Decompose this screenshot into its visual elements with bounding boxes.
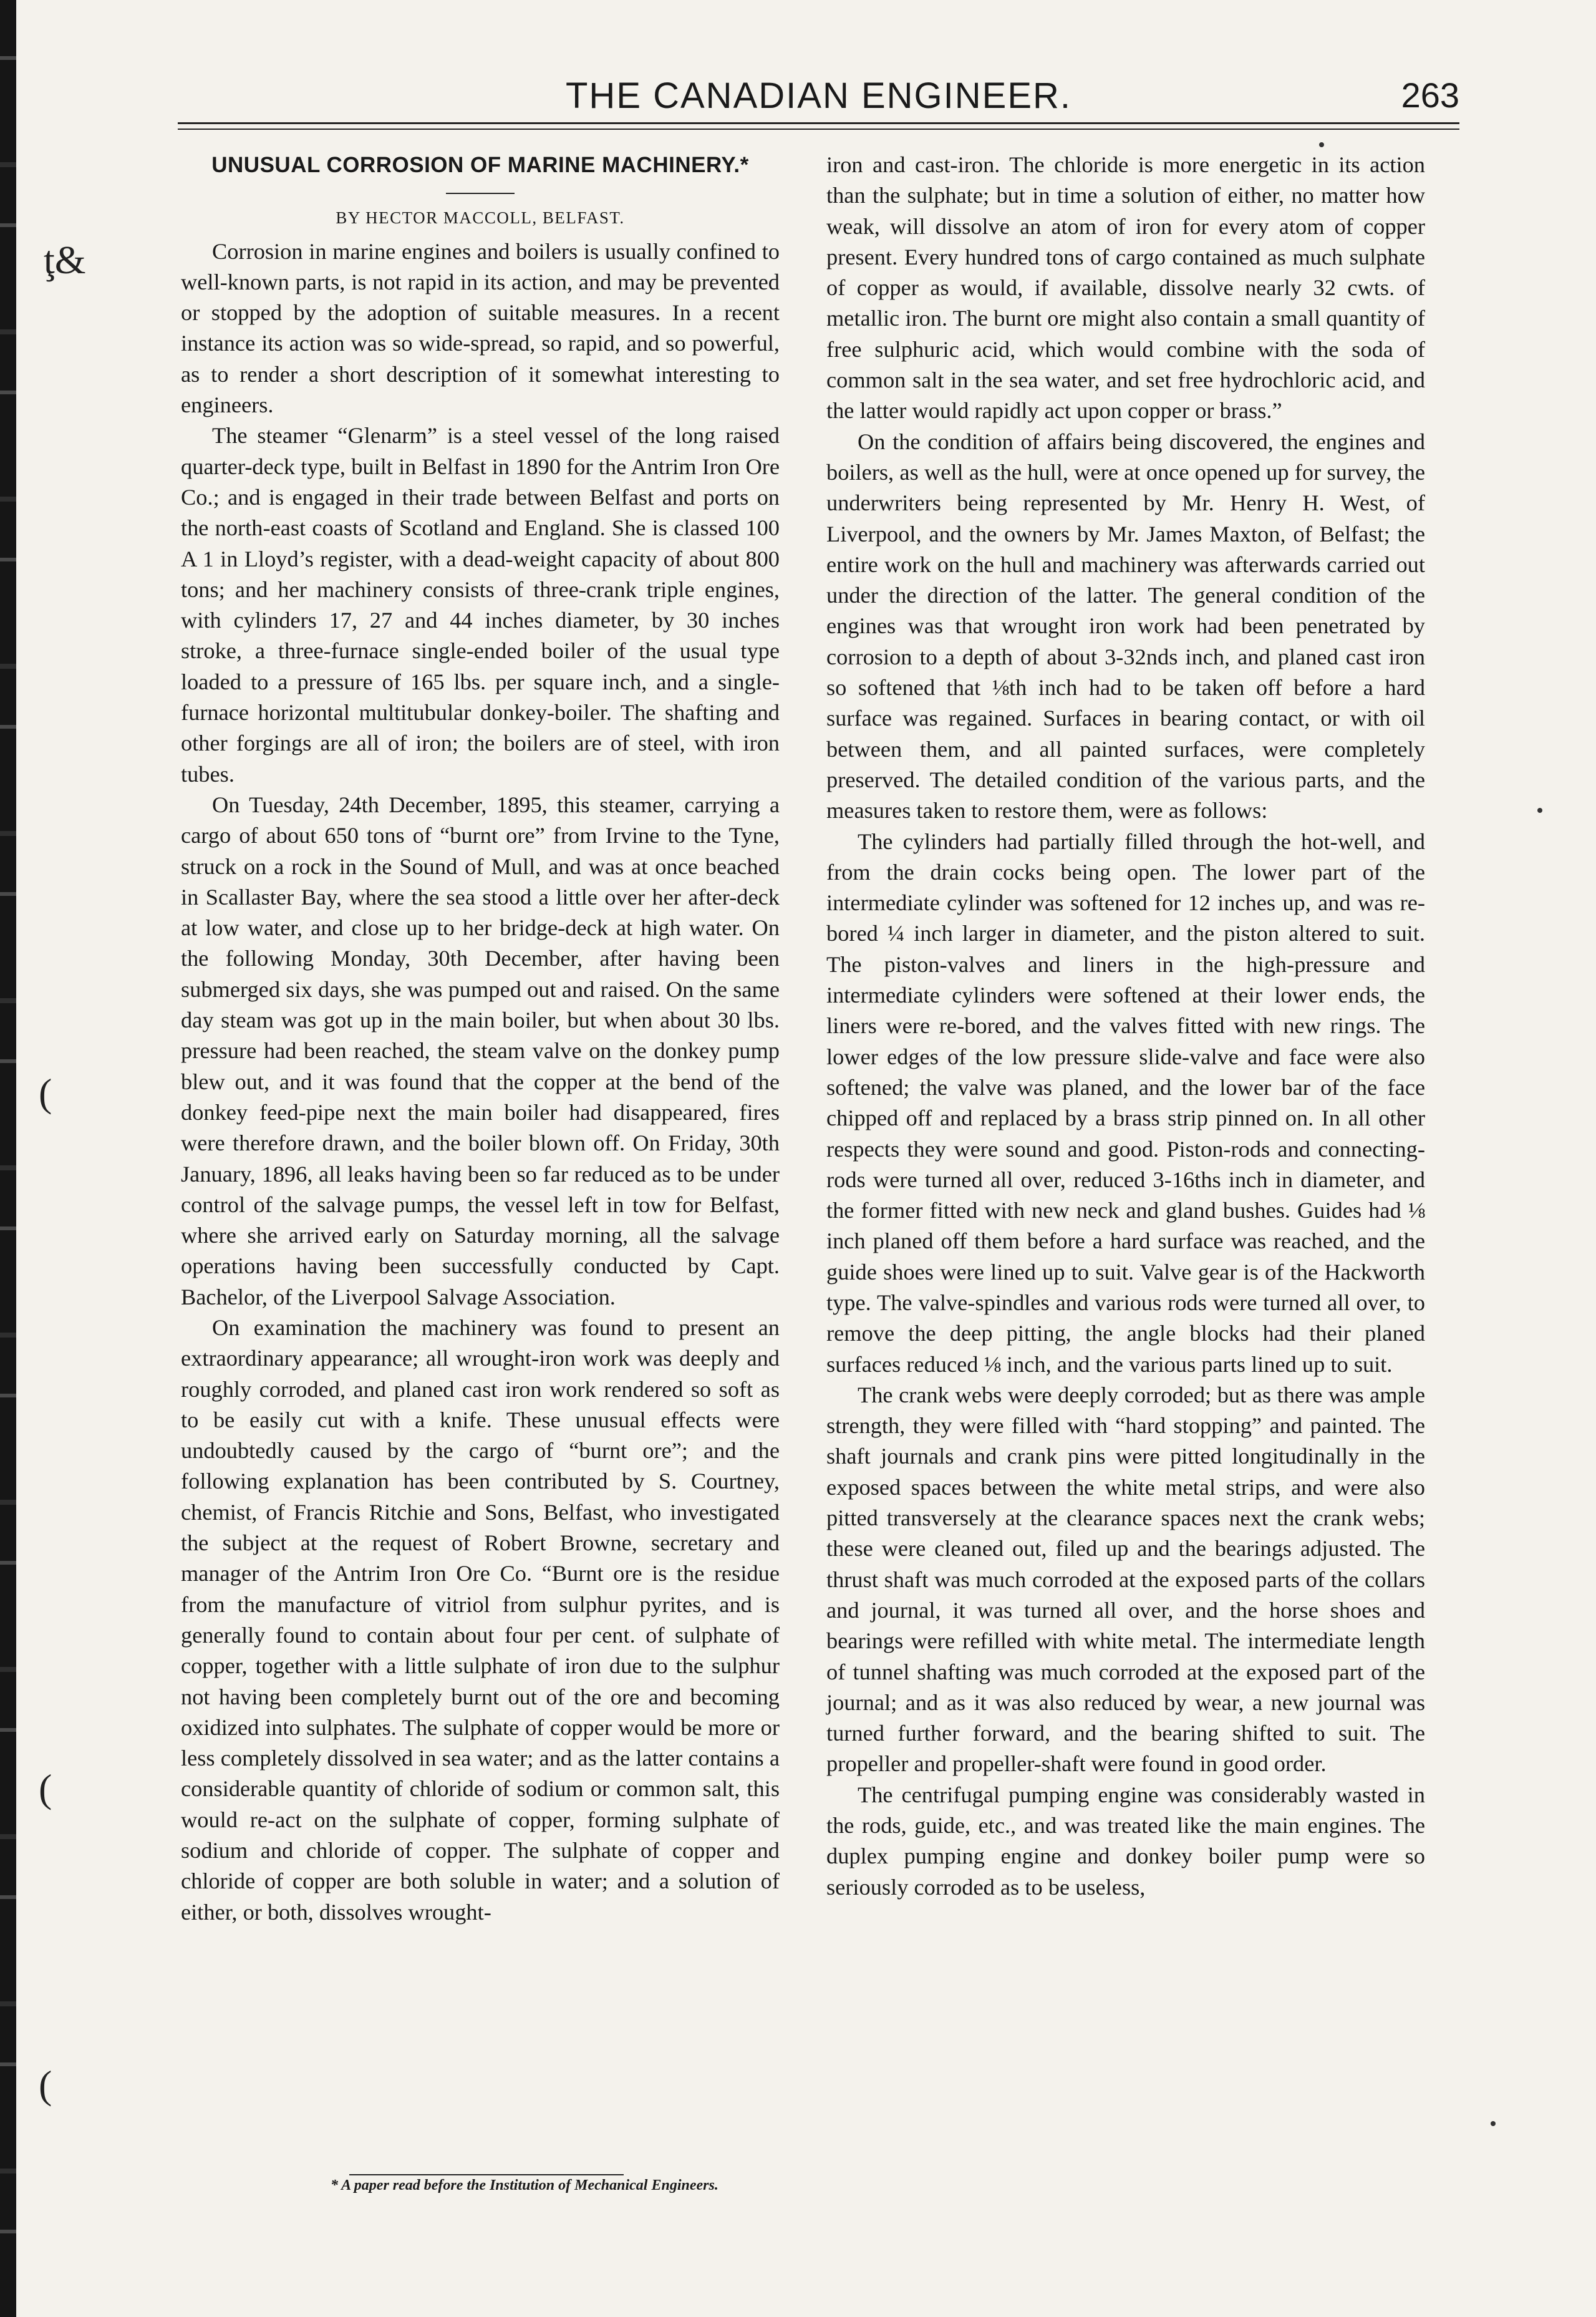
margin-scribble: ( (39, 1766, 52, 1810)
page-number: 263 (1401, 75, 1459, 115)
right-column (826, 150, 1425, 2271)
page-header (178, 75, 1459, 125)
paragraph: The crank webs were deeply corroded; but as there was ample strength, they were filled with “hard stopping” and painted. The shaft journals and crank pins were pitted longitudinally in the exposed spaces between the white metal strips, and were also pitted transversely at the clearance spaces next the crank webs; these were cleaned out, filed up and the bearings adjusted. The thrust shaft was much corroded at the exposed parts of the collars and journal, it was turned all over, and the horse shoes and bearings were refilled with white metal. The intermediate length of tunnel shafting was much corroded at the exposed part of the journal; and as it was also reduced by wear, a new journal was turned further forward, and the bearing shifted to suit. The propeller and propeller-shaft were found in good order. (826, 1382, 1425, 1777)
margin-scribble: ( (39, 1071, 52, 1115)
margin-scribble: ţ& (44, 238, 86, 282)
article-title: UNUSUAL CORROSION OF MARINE MACHINERY.* (211, 153, 749, 177)
byline: BY HECTOR MACCOLL, BELFAST. (336, 208, 625, 228)
binding-edge (0, 0, 16, 2317)
paragraph: The centrifugal pumping engine was considerably wasted in the rods, guide, etc., and was treated like the main engines. The duplex pumping engine and donkey boiler pump were so seriously corroded as to be useless, (826, 1782, 1425, 1900)
paragraph: iron and cast-iron. The chloride is more energetic in its action than the sulphate; but in time a solution of either, no matter how weak, will dissolve an atom of iron for every atom of copper present. Every hundred tons of cargo contained as much sulphate of copper as would, if available, dissolve nearly 32 cwts. of metallic iron. The burnt ore might also contain a small quantity of free sulphuric acid, which would combine with the soda of common salt in the sea water, and set free hydrochloric acid, and the latter would rapidly act upon copper or brass.” (826, 152, 1425, 424)
running-title: THE CANADIAN ENGINEER. (566, 75, 1071, 116)
paragraph: On the condition of affairs being discovered, the engines and boilers, as well as the hull, were at once opened up for survey, the underwriters being represented by Mr. Henry H. West, of Liverpool, and the owners by Mr. James Maxton, of Belfast; the entire work on the hull and machinery was afterwards carried out under the direction of the latter. The general condition of the engines was that wrought iron work had been penetrated by corrosion to a depth of about 3-32nds inch, and planed cast iron so softened that ⅛th inch had to be taken off before a hard surface was regained. Surfaces in bearing contact, or with oil between them, and all painted surfaces, were completely preserved. The detailed condition of the various parts, and the measures taken to restore them, were as follows: (826, 429, 1425, 823)
paragraph: On Tuesday, 24th December, 1895, this steamer, carrying a cargo of about 650 tons of “burnt ore” from Irvine to the Tyne, struck on a rock in the Sound of Mull, and was at once beached in Scallaster Bay, where the sea stood a little over her after-deck at low water, and close up to her bridge-deck at high water. On the following Monday, 30th December, after having been submerged six days, she was pumped out and raised. On the same day steam was got up in the main boiler, but when about 30 lbs. pressure had been reached, the steam valve on the donkey pump blew out, and it was found that the copper at the bend of the donkey feed-pipe next the main boiler had disappeared, fires were therefore drawn, and the boiler blown off. On Friday, 30th January, 1896, all leaks having been so far reduced as to be under control of the salvage pumps, the vessel left in tow for Belfast, where she arrived early on Saturday morning, all the salvage operations having been successfully conducted by Capt. Bachelor, of the Liverpool Salvage Association. (181, 792, 780, 1309)
stray-mark (1491, 2121, 1496, 2126)
title-rule (446, 193, 515, 194)
paragraph: The steamer “Glenarm” is a steel vessel of the long raised quarter-deck type, built in Belfast in 1890 for the Antrim Iron Ore Co.; and is engaged in their trade between Belfast and ports on the north-east coasts of Scotland and England. She is classed 100 A 1 in Lloyd’s register, with a dead-weight capacity of about 800 tons; and her machinery consists of three-crank triple engines, with cylinders 17, 27 and 44 inches diameter, by 30 inches stroke, a three-furnace single-ended boiler of the usual type loaded to a pressure of 165 lbs. per square inch, and a single-furnace horizontal multitubular donkey-boiler. The shafting and other forgings are all of iron; the boilers are of steel, with iron tubes. (181, 423, 780, 787)
footnote-rule (349, 2174, 624, 2175)
footnote: * A paper read before the Institution of Mechanical Engineers. (331, 2177, 718, 2193)
left-column (181, 150, 780, 2171)
paragraph: On examination the machinery was found to present an extraordinary appearance; all wrought-iron work was deeply and roughly corroded, and planed cast iron work rendered so soft as to be easily cut with a knife. These unusual effects were undoubtedly caused by the cargo of “burnt ore”; and the following explanation has been contributed by S. Courtney, chemist, of Francis Ritchie and Sons, Belfast, who investigated the subject at the request of Robert Browne, secretary and manager of the Antrim Iron Ore Co. “Burnt ore is the residue from the manufacture of vitriol from sulphur pyrites, and is generally found to contain about four per cent. of sulphate of copper, together with a little sulphate of iron due to the sulphur not having been completely burnt out of the ore and becoming oxidized into sulphates. The sulphate of copper would be more or less completely dissolved in sea water; and as the latter contains a considerable quantity of chloride of sodium or common salt, this would re-act on the sulphate of copper, forming sulphate of sodium and chloride of copper. The sulphate of copper and chloride of copper are both soluble in water; and a solution of either, or both, dissolves wrought- (181, 1314, 780, 1925)
header-rule-thin (178, 129, 1459, 130)
paragraph: Corrosion in marine engines and boilers is usually confined to well-known parts, is not rapid in its action, and may be prevented or stopped by the adoption of suitable measures. In a recent instance its action was so wide-spread, so rapid, and so powerful, as to render a short description of it somewhat interesting to engineers. (181, 238, 780, 418)
stray-mark (1537, 808, 1542, 813)
header-rule (178, 122, 1459, 124)
margin-scribble: ( (39, 2062, 52, 2107)
paragraph: The cylinders had partially filled through the hot-well, and from the drain cocks being open. The lower part of the intermediate cylinder was softened for 12 inches up, and was re-bored ¼ inch larger in diameter, and the piston altered to suit. The piston-valves and liners in the high-pressure and intermediate cylinders were softened at their lower ends, the liners were re-bored, and the valves fitted with new rings. The lower edges of the low pressure slide-valve and face were also softened; the valve was planed, and the lower bar of the face chipped off and replaced by a brass strip pinned on. In all other respects they were sound and good. Piston-rods and connecting-rods were turned all over, reduced 3-16ths inch in diameter, and the former fitted with new neck and gland bushes. Guides had ⅛ inch planed off them before a hard surface was reached, and the guide shoes were lined up to suit. Valve gear is of the Hackworth type. The valve-spindles and various rods were turned all over, to remove the deep pitting, the angle blocks had their planed surfaces reduced ⅛ inch, and the various parts lined up to suit. (826, 828, 1425, 1377)
stray-mark (1319, 142, 1324, 147)
